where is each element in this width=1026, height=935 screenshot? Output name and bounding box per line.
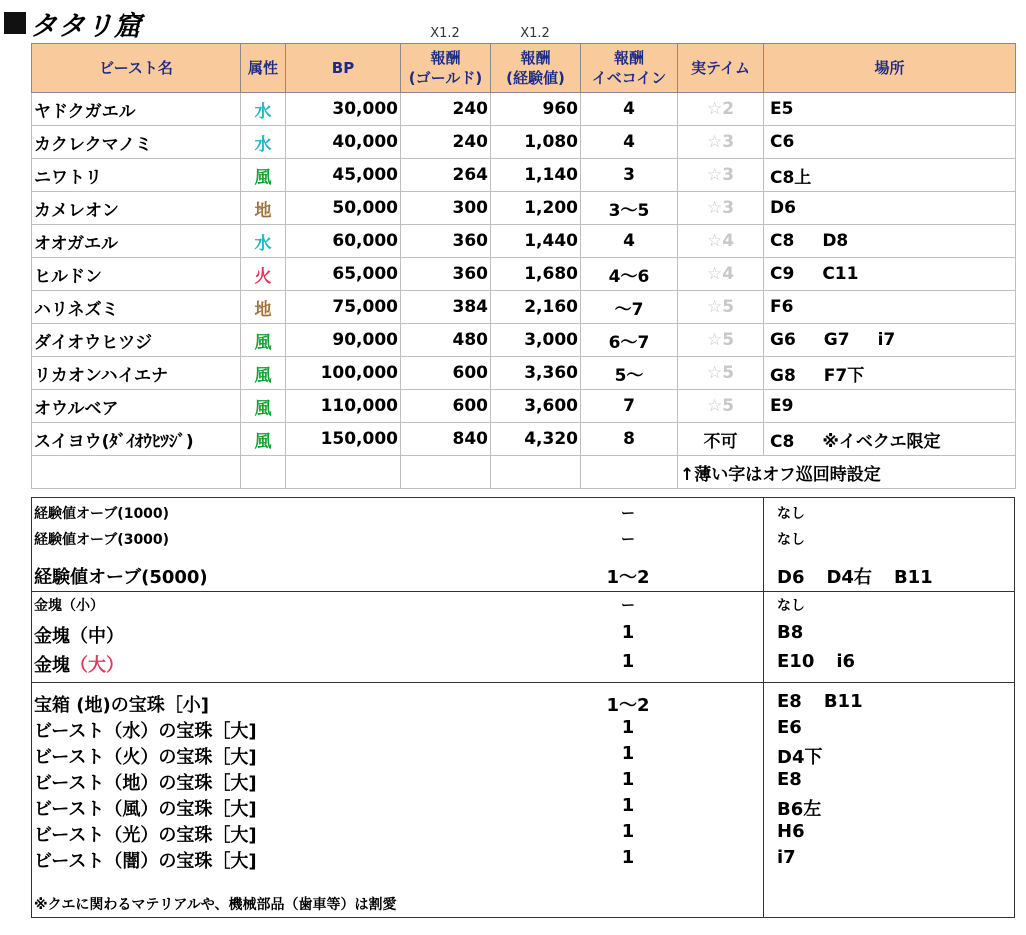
- item-count: ー: [621, 598, 635, 614]
- item-count: ー: [621, 532, 635, 548]
- item-label-main: 金塊: [34, 655, 70, 676]
- beast-row: [32, 258, 1016, 291]
- beast-exp: 1,140: [491, 159, 581, 192]
- header-attr: 属性: [241, 44, 286, 93]
- note-text: ↑薄い字はオフ巡回時設定: [678, 456, 1016, 489]
- beast-coin: 3: [581, 159, 678, 192]
- item-count: 1: [621, 821, 635, 842]
- beast-tame-rate: ☆3: [678, 192, 764, 225]
- beast-bp: 65,000: [286, 258, 401, 291]
- item-count: 1: [621, 769, 635, 790]
- item-location: [777, 503, 827, 523]
- beast-coin: 8: [581, 423, 678, 456]
- beast-bp: 30,000: [286, 93, 401, 126]
- item-count: 1〜2: [606, 567, 650, 588]
- item-location: [777, 595, 827, 615]
- beast-row: [32, 225, 1016, 258]
- beast-tame-rate: 不可: [678, 423, 764, 456]
- item-count: 1: [621, 651, 635, 672]
- header-bp: BP: [286, 44, 401, 93]
- item-row: [32, 821, 1014, 845]
- beast-gold: 360: [401, 258, 491, 291]
- item-row: [32, 563, 1014, 587]
- item-location: [777, 717, 824, 738]
- beast-location: [764, 258, 1016, 291]
- beast-tame-rate: ☆3: [678, 126, 764, 159]
- beast-bp: 100,000: [286, 357, 401, 390]
- location-item: C8: [770, 231, 795, 251]
- location-item: E8: [777, 769, 802, 790]
- exp-multiplier: X1.2: [520, 26, 550, 41]
- location-item: i6: [836, 651, 856, 672]
- header-coin: [581, 44, 678, 93]
- location-item: C8上: [770, 167, 812, 188]
- header-name: ビースト名: [32, 44, 241, 93]
- item-label: 金塊（中）: [34, 626, 124, 647]
- beast-attribute: 風: [241, 324, 286, 357]
- location-item: H6: [777, 821, 805, 842]
- beast-location: [764, 324, 1016, 357]
- item-location: [777, 743, 844, 769]
- beast-gold: 264: [401, 159, 491, 192]
- beast-attribute: 水: [241, 93, 286, 126]
- item-location: [777, 795, 843, 821]
- beast-exp: 1,080: [491, 126, 581, 159]
- beast-tame-rate: ☆3: [678, 159, 764, 192]
- item-row: [32, 847, 1014, 871]
- location-item: D8: [822, 231, 849, 251]
- beast-location: [764, 423, 1016, 456]
- black-square-icon: [4, 12, 26, 34]
- beast-tame-rate: ☆5: [678, 357, 764, 390]
- beast-exp: 1,200: [491, 192, 581, 225]
- header-location: 場所: [764, 44, 1016, 93]
- beast-attribute: 水: [241, 225, 286, 258]
- gold-section: [31, 591, 1015, 683]
- location-item: C8: [770, 431, 795, 452]
- beast-bp: 40,000: [286, 126, 401, 159]
- beast-attribute: 風: [241, 390, 286, 423]
- location-item: F7下: [823, 365, 865, 386]
- item-row: [32, 717, 1014, 741]
- beast-name: オウルベア: [32, 390, 241, 423]
- location-item: B11: [893, 567, 933, 588]
- location-item: i7: [777, 847, 796, 868]
- location-item: C9: [770, 264, 795, 284]
- item-row: [32, 743, 1014, 767]
- beast-name: リカオンハイエナ: [32, 357, 241, 390]
- header-coin-l2: イベコイン: [591, 69, 667, 87]
- location-item: F6: [770, 297, 794, 317]
- empty-cell: [401, 456, 491, 489]
- beast-coin: 4: [581, 93, 678, 126]
- header-row: [32, 44, 1016, 93]
- item-row: [32, 595, 1014, 619]
- beast-coin: 5〜: [581, 357, 678, 390]
- beast-name: スイヨウ(ﾀﾞｲｵｳﾋﾂｼﾞ): [32, 423, 241, 456]
- location-item: なし: [777, 506, 805, 522]
- location-item: D6: [770, 198, 796, 218]
- beast-name: オオガエル: [32, 225, 241, 258]
- location-item: D4右: [826, 567, 872, 588]
- beast-location: [764, 390, 1016, 423]
- beast-gold: 384: [401, 291, 491, 324]
- beast-exp: 3,600: [491, 390, 581, 423]
- item-row: [32, 769, 1014, 793]
- beast-bp: 45,000: [286, 159, 401, 192]
- header-gold-l1: 報酬: [430, 49, 461, 67]
- beast-coin: 4: [581, 225, 678, 258]
- beast-exp: 4,320: [491, 423, 581, 456]
- item-label: ビースト（水）の宝珠［大]: [34, 721, 257, 742]
- beast-exp: 960: [491, 93, 581, 126]
- empty-cell: [241, 456, 286, 489]
- item-location: [777, 691, 885, 712]
- header-exp-l1: 報酬: [520, 49, 551, 67]
- beast-gold: 360: [401, 225, 491, 258]
- beast-bp: 60,000: [286, 225, 401, 258]
- item-label: ビースト（闇）の宝珠［大]: [34, 851, 257, 872]
- beast-attribute: 水: [241, 126, 286, 159]
- beast-row: [32, 291, 1016, 324]
- location-item: B6左: [777, 799, 822, 820]
- beast-bp: 150,000: [286, 423, 401, 456]
- beast-tame-rate: ☆5: [678, 390, 764, 423]
- item-label: 金塊（小）: [34, 598, 104, 614]
- orb-section: [31, 497, 1015, 592]
- location-item: なし: [777, 598, 805, 614]
- item-count: 1: [621, 795, 635, 816]
- beast-attribute: 地: [241, 192, 286, 225]
- beast-gold: 480: [401, 324, 491, 357]
- beast-exp: 1,440: [491, 225, 581, 258]
- header-exp-l2: (経験値): [506, 69, 565, 87]
- item-row: [32, 503, 1014, 527]
- location-item: B11: [823, 691, 863, 712]
- beast-gold: 840: [401, 423, 491, 456]
- beast-exp: 1,680: [491, 258, 581, 291]
- item-count: ー: [621, 506, 635, 522]
- item-location: [777, 651, 877, 672]
- beast-location: [764, 126, 1016, 159]
- beast-name: ヒルドン: [32, 258, 241, 291]
- beast-name: ニワトリ: [32, 159, 241, 192]
- location-item: B8: [777, 622, 804, 643]
- item-row: [32, 622, 1014, 646]
- beast-row: [32, 93, 1016, 126]
- item-location: [777, 769, 824, 790]
- beast-location: [764, 357, 1016, 390]
- item-label: ビースト（光）の宝珠［大]: [34, 825, 257, 846]
- beast-name: ダイオウヒツジ: [32, 324, 241, 357]
- beast-attribute: 地: [241, 291, 286, 324]
- location-item: C11: [822, 264, 859, 284]
- beast-coin: 4〜6: [581, 258, 678, 291]
- beast-location: [764, 225, 1016, 258]
- treasure-section: [31, 682, 1015, 918]
- item-location: [777, 563, 955, 589]
- location-item: C6: [770, 132, 795, 152]
- location-item: なし: [777, 532, 805, 548]
- item-label: ビースト（火）の宝珠［大]: [34, 747, 257, 768]
- beast-row: [32, 126, 1016, 159]
- item-label: 経験値オーブ(1000): [34, 506, 170, 522]
- beast-tame-rate: ☆4: [678, 258, 764, 291]
- beast-coin: 3〜5: [581, 192, 678, 225]
- item-row: [32, 795, 1014, 819]
- location-item: E6: [777, 717, 802, 738]
- item-count: 1: [621, 743, 635, 764]
- beast-row: [32, 324, 1016, 357]
- item-label: ビースト（地）の宝珠［大]: [34, 773, 257, 794]
- location-item: G6: [770, 330, 796, 350]
- beast-row: [32, 357, 1016, 390]
- beast-name: カメレオン: [32, 192, 241, 225]
- beast-coin: 6〜7: [581, 324, 678, 357]
- beast-tame-rate: ☆4: [678, 225, 764, 258]
- item-row: [32, 529, 1014, 553]
- beast-attribute: 風: [241, 423, 286, 456]
- beast-gold: 300: [401, 192, 491, 225]
- beast-name: ハリネズミ: [32, 291, 241, 324]
- item-location: [777, 529, 827, 549]
- beast-gold: 240: [401, 126, 491, 159]
- item-count: 1: [621, 717, 635, 738]
- item-label: [34, 651, 124, 677]
- beast-coin: 4: [581, 126, 678, 159]
- beast-row: [32, 159, 1016, 192]
- beast-exp: 2,160: [491, 291, 581, 324]
- beast-location: [764, 192, 1016, 225]
- beast-tame-rate: ☆5: [678, 291, 764, 324]
- location-item: E9: [770, 396, 794, 416]
- location-item: G7: [823, 330, 850, 350]
- page-title: [4, 6, 142, 40]
- item-count: 1〜2: [606, 695, 650, 716]
- location-item: G8: [770, 365, 796, 386]
- beast-exp: 3,000: [491, 324, 581, 357]
- beast-table: [31, 43, 1016, 489]
- header-gold: [401, 44, 491, 93]
- beast-row: [32, 390, 1016, 423]
- beast-gold: 600: [401, 357, 491, 390]
- beast-gold: 240: [401, 93, 491, 126]
- empty-cell: [491, 456, 581, 489]
- header-coin-l1: 報酬: [613, 49, 644, 67]
- location-item: E10: [777, 651, 815, 672]
- item-row: [32, 691, 1014, 715]
- beast-bp: 110,000: [286, 390, 401, 423]
- beast-bp: 75,000: [286, 291, 401, 324]
- empty-cell: [32, 456, 241, 489]
- beast-gold: 600: [401, 390, 491, 423]
- location-item: E5: [770, 99, 794, 119]
- item-label: ビースト（風）の宝珠［大]: [34, 799, 257, 820]
- item-label-accent: （大）: [70, 655, 124, 676]
- header-exp: [491, 44, 581, 93]
- beast-name: カクレクマノミ: [32, 126, 241, 159]
- location-item: i7: [877, 330, 896, 350]
- beast-bp: 90,000: [286, 324, 401, 357]
- beast-row: [32, 192, 1016, 225]
- item-count: 1: [621, 847, 635, 868]
- beast-name: ヤドクガエル: [32, 93, 241, 126]
- item-label: 経験値オーブ(5000): [34, 567, 208, 588]
- note-row: [32, 456, 1016, 489]
- beast-location: [764, 291, 1016, 324]
- beast-location: [764, 159, 1016, 192]
- header-gold-l2: (ゴールド): [408, 69, 483, 87]
- empty-cell: [581, 456, 678, 489]
- gold-multiplier: X1.2: [430, 26, 460, 41]
- footnote: ※クエに関わるマテリアルや、機械部品（歯車等）は割愛: [34, 897, 397, 913]
- location-item: D6: [777, 567, 805, 588]
- item-row: [32, 651, 1014, 675]
- item-location: [777, 847, 818, 868]
- item-location: [777, 622, 825, 643]
- beast-location: [764, 93, 1016, 126]
- beast-coin: 7: [581, 390, 678, 423]
- empty-cell: [286, 456, 401, 489]
- item-count: 1: [621, 622, 635, 643]
- item-label: 経験値オーブ(3000): [34, 532, 170, 548]
- item-location: [777, 821, 827, 842]
- beast-row: [32, 423, 1016, 456]
- beast-tame-rate: ☆2: [678, 93, 764, 126]
- beast-exp: 3,360: [491, 357, 581, 390]
- location-item: E8: [777, 691, 802, 712]
- beast-tame-rate: ☆5: [678, 324, 764, 357]
- beast-attribute: 火: [241, 258, 286, 291]
- location-item: ※イベクエ限定: [822, 431, 941, 452]
- item-label: 宝箱 (地)の宝珠［小]: [34, 695, 209, 716]
- beast-coin: 〜7: [581, 291, 678, 324]
- beast-attribute: 風: [241, 159, 286, 192]
- beast-bp: 50,000: [286, 192, 401, 225]
- header-time: 実テイム: [678, 44, 764, 93]
- location-item: D4下: [777, 747, 823, 768]
- beast-attribute: 風: [241, 357, 286, 390]
- title-text: タタリ窟: [30, 10, 142, 42]
